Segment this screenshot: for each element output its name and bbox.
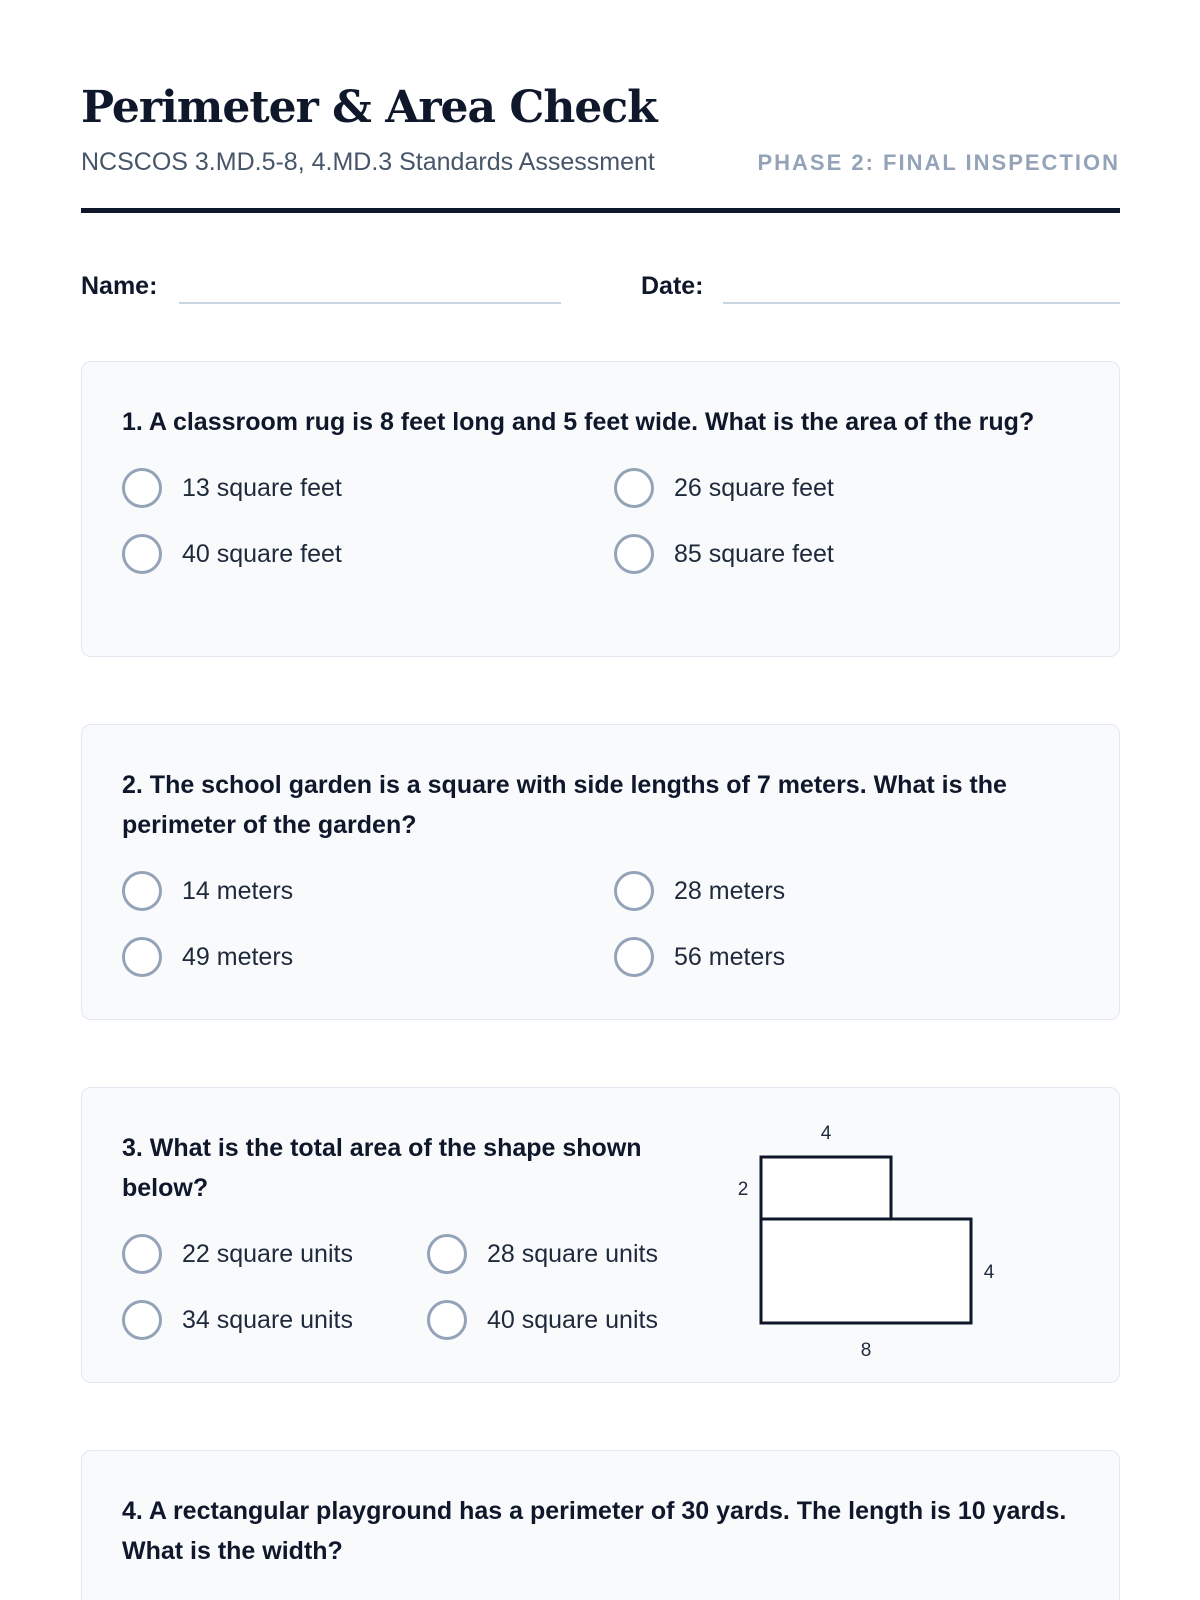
question-card-1: [81, 361, 1120, 657]
radio-button[interactable]: [122, 937, 162, 977]
header-divider: [81, 208, 1120, 213]
phase-label: PHASE 2: FINAL INSPECTION: [757, 150, 1120, 175]
answer-option[interactable]: [614, 935, 1074, 979]
option-label: 28 square units: [487, 1239, 658, 1268]
composite-shape-figure: [721, 1118, 1021, 1368]
answer-option[interactable]: [122, 466, 614, 510]
option-label: 49 meters: [182, 942, 294, 971]
radio-button[interactable]: [614, 871, 654, 911]
top-height-label: 2: [737, 1179, 749, 1200]
radio-button[interactable]: [122, 468, 162, 508]
option-label: 40 square units: [487, 1305, 658, 1334]
name-field[interactable]: [179, 302, 561, 304]
standards-subtitle: NCSCOS 3.MD.5-8, 4.MD.3 Standards Assessment: [81, 148, 655, 176]
answer-option[interactable]: [614, 532, 1074, 576]
subtitle-row: [81, 148, 1120, 177]
bottom-rectangle: [761, 1219, 971, 1323]
answer-option[interactable]: [122, 869, 614, 913]
option-label: 13 square feet: [182, 473, 342, 502]
top-width-label: 4: [820, 1123, 832, 1144]
option-label: 28 meters: [674, 876, 786, 905]
radio-button[interactable]: [122, 871, 162, 911]
page-title: Perimeter & Area Check: [81, 82, 657, 133]
option-label: 22 square units: [182, 1239, 353, 1268]
answer-option[interactable]: [122, 532, 614, 576]
top-rectangle: [761, 1157, 891, 1219]
question-text: 4. A rectangular playground has a perimeter of 30 yards. The length is 10 yards. What is the width?: [122, 1497, 1067, 1565]
option-label: 14 meters: [182, 876, 294, 905]
radio-button[interactable]: [122, 1234, 162, 1274]
radio-button[interactable]: [122, 1300, 162, 1340]
radio-button[interactable]: [122, 534, 162, 574]
answer-option[interactable]: [122, 1232, 427, 1276]
name-label: Name:: [81, 272, 158, 300]
option-label: 34 square units: [182, 1305, 353, 1334]
question-text: 2. The school garden is a square with side lengths of 7 meters. What is the perimeter of the garden?: [122, 771, 1007, 839]
option-label: 56 meters: [674, 942, 786, 971]
date-label: Date:: [641, 272, 704, 300]
question-card-2: [81, 724, 1120, 1020]
answer-option[interactable]: [614, 869, 1074, 913]
date-field[interactable]: [723, 302, 1120, 304]
option-label: 26 square feet: [674, 473, 834, 502]
option-label: 40 square feet: [182, 539, 342, 568]
radio-button[interactable]: [614, 937, 654, 977]
question-card-4: [81, 1450, 1120, 1600]
answer-options: [122, 1232, 722, 1342]
answer-options: [122, 466, 1079, 576]
question-text: 3. What is the total area of the shape shown below?: [122, 1134, 642, 1202]
bottom-height-label: 4: [983, 1262, 995, 1283]
answer-option[interactable]: [614, 466, 1074, 510]
question-card-3: [81, 1087, 1120, 1383]
radio-button[interactable]: [614, 468, 654, 508]
option-label: 85 square feet: [674, 539, 834, 568]
answer-option[interactable]: [122, 1298, 427, 1342]
answer-options: [122, 869, 1079, 979]
answer-option[interactable]: [427, 1298, 707, 1342]
radio-button[interactable]: [427, 1234, 467, 1274]
radio-button[interactable]: [427, 1300, 467, 1340]
bottom-width-label: 8: [860, 1340, 872, 1361]
question-text: 1. A classroom rug is 8 feet long and 5 feet wide. What is the area of the rug?: [122, 408, 1035, 436]
answer-option[interactable]: [122, 935, 614, 979]
answer-option[interactable]: [427, 1232, 707, 1276]
student-info-row: [81, 272, 1120, 306]
radio-button[interactable]: [614, 534, 654, 574]
